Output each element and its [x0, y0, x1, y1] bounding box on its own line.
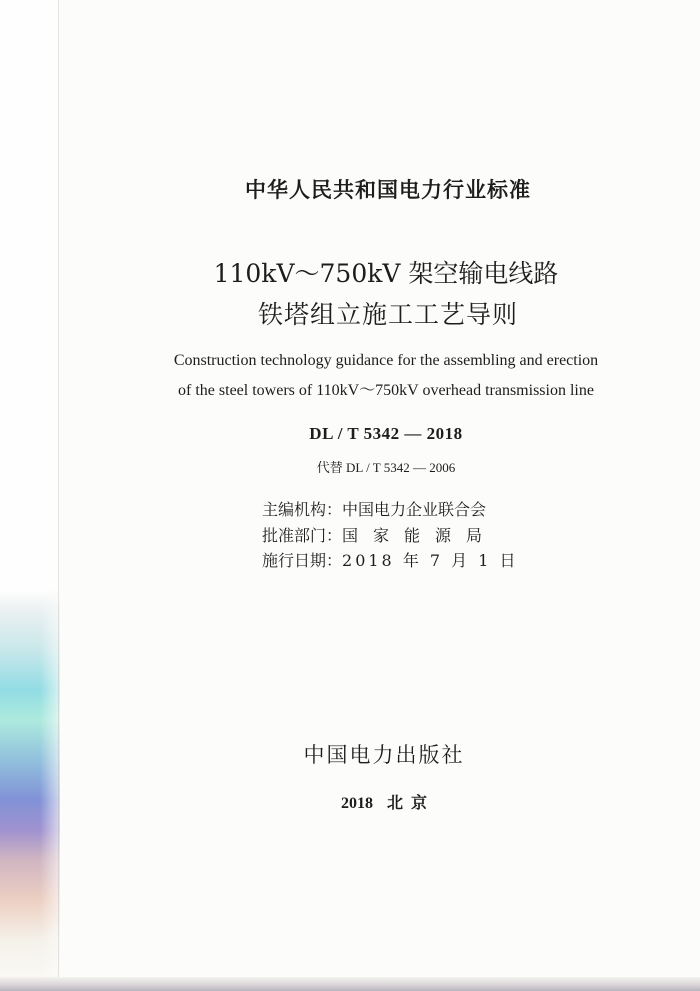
editor-value: 中国电力企业联合会 [342, 500, 487, 519]
publication-year: 2018 [340, 795, 373, 812]
editor-row [262, 497, 519, 523]
title-line-1: 110kV～750kV 架空输电线路 [213, 259, 559, 288]
effective-date-value: 2018 年 7 月 1 日 [342, 551, 519, 570]
publication-place-year [34, 790, 700, 813]
standard-number: DL / T 5342 — 2018 [309, 424, 463, 443]
publication-city: 北 京 [386, 795, 427, 812]
replaces-standard: 代替 DL / T 5342 — 2006 [316, 460, 456, 475]
gutter-line [58, 0, 59, 991]
publisher-name: 中国电力出版社 [303, 743, 465, 767]
effective-date-label: 施行日期： [262, 551, 343, 570]
approver-row [262, 523, 519, 549]
approver-value: 国家能源局 [342, 525, 498, 545]
english-title-line-2: of the steel towers of 110kV～750kV overhead transmission line [178, 382, 594, 399]
bottom-scan-edge [0, 977, 700, 991]
title-line-2: 铁塔组立施工工艺导则 [257, 300, 518, 329]
effective-date-row [262, 548, 519, 574]
standard-category: 中华人民共和国电力行业标准 [245, 178, 531, 202]
standard-info [262, 497, 519, 574]
scan-edge-fade [40, 0, 70, 991]
approver-label: 批准部门： [262, 525, 343, 545]
english-title-line-1: Construction technology guidance for the assembling and erection [173, 352, 599, 369]
editor-label: 主编机构： [262, 500, 343, 519]
